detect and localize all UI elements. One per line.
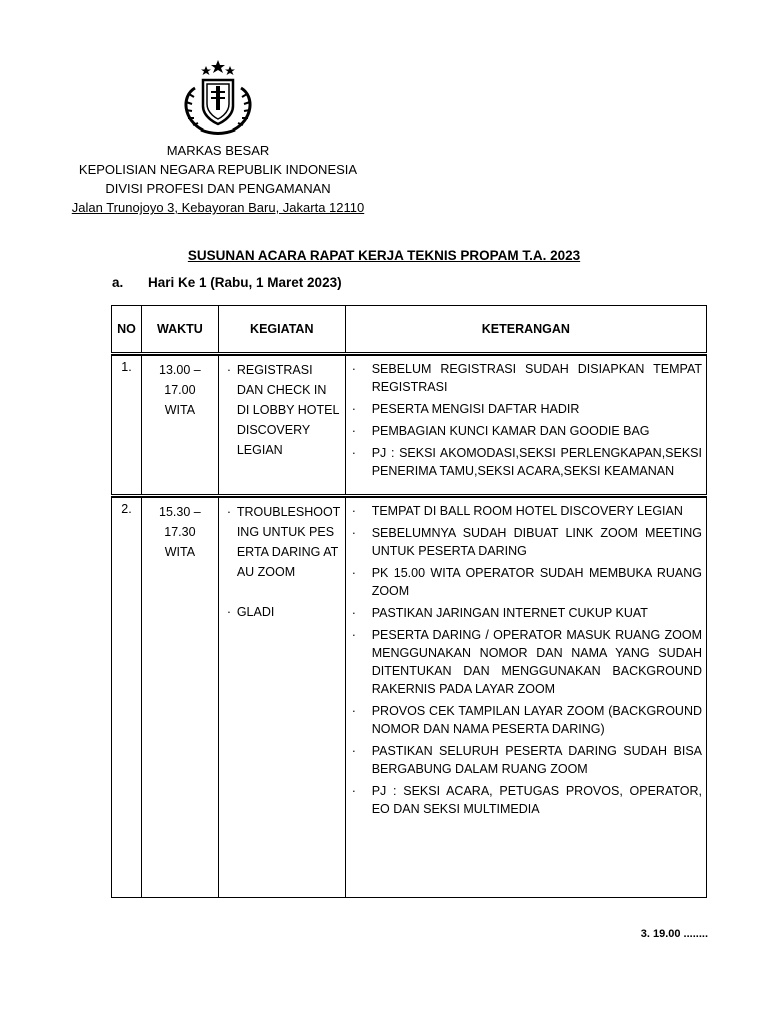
note-text: SEBELUMNYA SUDAH DIBUAT LINK ZOOM MEETING UNTUK PESERTA DARING (371, 526, 702, 558)
col-header-kegiatan: KEGIATAN (218, 306, 345, 354)
table-header-row (112, 306, 707, 354)
header-line-3: DIVISI PROFESI DAN PENGAMANAN (105, 181, 331, 196)
note-text: PASTIKAN SELURUH PESERTA DARING SUDAH BISA BERGABUNG DALAM RUANG ZOOM (371, 744, 702, 776)
row-activities (218, 356, 345, 496)
note-item (352, 626, 702, 698)
note-item (352, 702, 702, 738)
time-zone: WITA (164, 545, 196, 559)
note-text: PJ : SEKSI AKOMODASI,SEKSI PERLENGKAPAN,SEKSI PENERIMA TAMU,SEKSI ACARA,SEKSI KEAMANAN (371, 446, 702, 478)
note-item (352, 400, 702, 418)
day-heading (112, 275, 342, 290)
note-text: PASTIKAN JARINGAN INTERNET CUKUP KUAT (371, 606, 648, 620)
day-label: a. (112, 275, 124, 290)
activity-text: GLADI (236, 605, 275, 619)
note-item (352, 782, 702, 818)
note-item (352, 604, 702, 622)
day-text: Hari Ke 1 (Rabu, 1 Maret 2023) (148, 275, 342, 290)
activity-text: TROUBLESHOOTING UNTUK PESERTA DARING ATAU ZOOM (236, 505, 341, 579)
table-row (112, 498, 707, 898)
row-activities (218, 498, 345, 898)
bullet-icon: · (351, 606, 356, 620)
bullet-icon: · (226, 505, 231, 519)
bullet-icon: · (351, 744, 356, 758)
header-line-1: MARKAS BESAR (166, 143, 270, 158)
time-zone: WITA (164, 403, 196, 417)
schedule-table (111, 305, 707, 898)
table-row (112, 356, 707, 496)
bullet-icon: · (351, 566, 356, 580)
row-time (141, 356, 218, 496)
time-end: 17.30 (164, 525, 196, 539)
bullet-icon: · (351, 504, 356, 518)
row-notes (345, 498, 706, 898)
note-item (352, 742, 702, 778)
bullet-icon: · (351, 402, 356, 416)
bullet-icon: · (351, 526, 356, 540)
note-item (352, 524, 702, 560)
bullet-icon: · (351, 628, 356, 642)
note-text: SEBELUM REGISTRASI SUDAH DISIAPKAN TEMPAT REGISTRASI (371, 362, 702, 394)
police-emblem-icon (173, 58, 263, 136)
bullet-icon: · (226, 363, 231, 377)
bullet-icon: · (351, 446, 356, 460)
bullet-icon: · (351, 362, 356, 376)
note-item (352, 564, 702, 600)
note-text: PEMBAGIAN KUNCI KAMAR DAN GOODIE BAG (371, 424, 650, 438)
note-item (352, 422, 702, 440)
activity-item (227, 602, 341, 622)
bullet-icon: · (351, 424, 356, 438)
time-start: 13.00 – (159, 363, 201, 377)
header-address: Jalan Trunojoyo 3, Kebayoran Baru, Jakarta 12110 (71, 200, 365, 215)
document-title: SUSUNAN ACARA RAPAT KERJA TEKNIS PROPAM T.A. 2023 (187, 248, 581, 263)
activity-item (227, 502, 341, 582)
note-text: PROVOS CEK TAMPILAN LAYAR ZOOM (BACKGROUND NOMOR DAN NAMA PESERTA DARING) (371, 704, 702, 736)
continuation-note: 3. 19.00 ........ (640, 928, 708, 940)
row-number: 2. (112, 498, 142, 898)
row-number: 1. (112, 356, 142, 496)
bullet-icon: · (351, 704, 356, 718)
note-text: PJ : SEKSI ACARA, PETUGAS PROVOS, OPERATOR, EO DAN SEKSI MULTIMEDIA (371, 784, 702, 816)
activity-text: REGISTRASI DAN CHECK IN DI LOBBY HOTEL DISCOVERY LEGIAN (236, 363, 339, 457)
letterhead (56, 141, 380, 217)
note-item (352, 360, 702, 396)
activity-item (227, 360, 341, 460)
col-header-waktu: WAKTU (141, 306, 218, 354)
note-text: PK 15.00 WITA OPERATOR SUDAH MEMBUKA RUANG ZOOM (371, 566, 702, 598)
bullet-icon: · (226, 605, 231, 619)
note-text: TEMPAT DI BALL ROOM HOTEL DISCOVERY LEGIAN (371, 504, 683, 518)
note-item (352, 444, 702, 480)
note-item (352, 502, 702, 520)
header-line-2: KEPOLISIAN NEGARA REPUBLIK INDONESIA (78, 162, 358, 177)
note-text: PESERTA MENGISI DAFTAR HADIR (371, 402, 580, 416)
note-text: PESERTA DARING / OPERATOR MASUK RUANG ZOOM MENGGUNAKAN NOMOR DAN NAMA YANG SUDAH DITENTUKAN DAN MENGGUNAKAN BACKGROUND RAKERNIS PADA LAYAR ZOOM (371, 628, 702, 696)
time-start: 15.30 – (159, 505, 201, 519)
bullet-icon: · (351, 784, 356, 798)
col-header-no: NO (112, 306, 142, 354)
row-time (141, 498, 218, 898)
col-header-keterangan: KETERANGAN (345, 306, 706, 354)
time-end: 17.00 (164, 383, 196, 397)
row-notes (345, 356, 706, 496)
